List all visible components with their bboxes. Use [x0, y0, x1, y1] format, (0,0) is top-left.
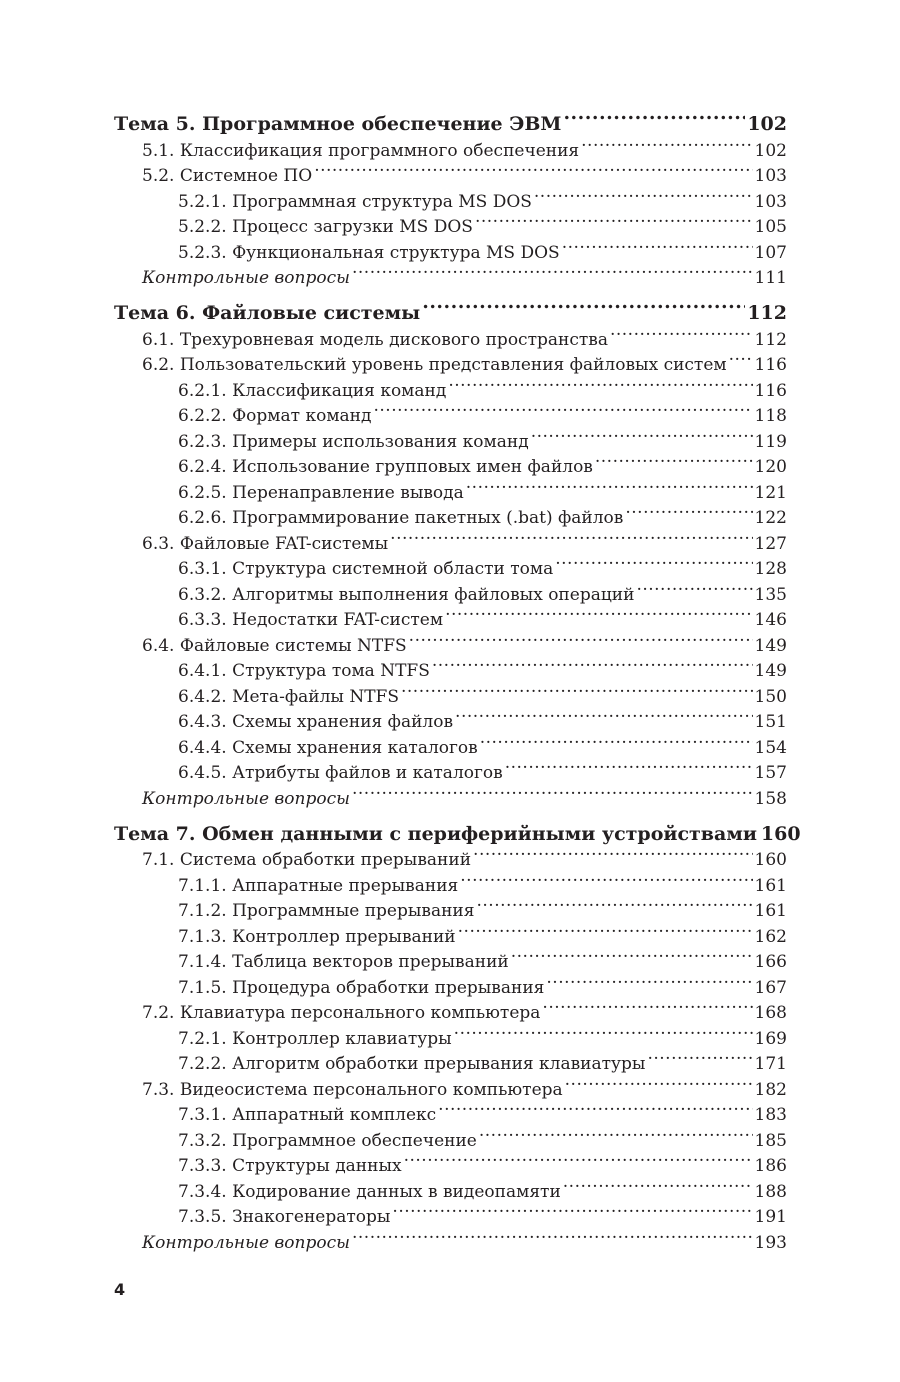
- toc-entry-page: 118: [754, 406, 787, 426]
- toc-entry-page: 149: [754, 661, 787, 681]
- toc-entry-page: 127: [754, 533, 787, 554]
- toc-leader-dots: [352, 778, 753, 804]
- toc-leader-dots: [565, 1069, 753, 1095]
- toc-entry-title: 7.1.1. Аппаратные прерывания: [178, 875, 459, 896]
- toc-leader-dots: [466, 472, 753, 498]
- toc-entry-page: 120: [754, 457, 787, 477]
- toc-entry-page: 146: [754, 610, 787, 630]
- toc-leader-dots: [448, 370, 752, 396]
- toc-leader-dots: [404, 1146, 753, 1172]
- toc-entry-title: 7.3.1. Аппаратный комплекс: [178, 1105, 437, 1125]
- toc-entry-title: 7.1.4. Таблица векторов прерываний: [178, 952, 509, 972]
- toc-entry-page: 160: [754, 850, 787, 870]
- toc-entry-title: 6.3.3. Недостатки FAT-систем: [178, 610, 444, 630]
- toc-entry-title: 5.2. Системное ПО: [142, 166, 313, 186]
- toc-entry-title: 6.4.1. Структура тома NTFS: [178, 661, 430, 681]
- toc-entry-title: Контрольные вопросы: [142, 1232, 350, 1253]
- toc-entry-title: 6.3.2. Алгоритмы выполнения файловых операций: [178, 584, 635, 605]
- toc-leader-dots: [563, 1171, 753, 1197]
- toc-entry-title: 6.1. Трехуровневая модель дискового пространства: [142, 329, 608, 350]
- toc-leader-dots: [511, 942, 753, 968]
- toc-leader-dots: [542, 993, 752, 1019]
- toc-entry-page: 128: [754, 559, 787, 579]
- toc-leader-dots: [390, 523, 752, 549]
- toc-entry-page: 191: [754, 1207, 787, 1227]
- toc-entry-title: 6.2.2. Формат команд: [178, 406, 372, 426]
- toc-leader-dots: [314, 156, 752, 182]
- toc-entry-page: 157: [754, 763, 787, 783]
- toc-entry-title: 6.4.3. Схемы хранения файлов: [178, 712, 454, 732]
- toc-entry-title: 7.2.2. Алгоритм обработки прерывания клавиатуры: [178, 1054, 646, 1074]
- toc-leader-dots: [392, 1197, 752, 1223]
- table-of-contents: [114, 100, 801, 1253]
- toc-entry-page: 193: [754, 1232, 787, 1253]
- page-number: 4: [114, 1280, 126, 1299]
- toc-leader-dots: [422, 289, 745, 319]
- toc-leader-dots: [581, 130, 752, 156]
- toc-entry-title: 7.1. Система обработки прерываний: [142, 850, 472, 870]
- toc-leader-dots: [647, 1044, 752, 1070]
- toc-leader-dots: [534, 181, 753, 207]
- toc-entry-page: 183: [754, 1105, 787, 1125]
- toc-entry-page: 158: [754, 788, 787, 809]
- toc-entry-page: 119: [754, 431, 787, 452]
- toc-entry-title: 7.1.2. Программные прерывания: [178, 901, 475, 921]
- toc-leader-dots: [373, 396, 752, 422]
- toc-leader-dots: [531, 421, 753, 447]
- toc-entry-title: Тема 7. Обмен данными с периферийными устройствами: [114, 822, 757, 845]
- toc-entry-page: 185: [754, 1130, 787, 1151]
- toc-entry-page: 122: [754, 508, 787, 528]
- toc-entry-title: 6.2.4. Использование групповых имен файлов: [178, 457, 593, 477]
- toc-leader-dots: [445, 600, 752, 626]
- toc-entry-title: 5.1. Классификация программного обеспечения: [142, 140, 580, 161]
- toc-entry-page: 150: [754, 686, 787, 707]
- toc-leader-dots: [352, 258, 753, 284]
- toc-entry-page: 169: [754, 1028, 787, 1049]
- toc-entry-page: 116: [754, 380, 787, 401]
- toc-leader-dots: [595, 447, 753, 473]
- toc-entry-page: 103: [754, 166, 787, 186]
- toc-chapter: [114, 810, 801, 845]
- toc-entry-title: 6.3.1. Структура системной области тома: [178, 559, 554, 579]
- toc-entry-title: 6.4.2. Мета-файлы NTFS: [178, 686, 399, 707]
- toc-leader-dots: [505, 753, 753, 779]
- toc-entry-page: 166: [754, 952, 787, 972]
- toc-entry-page: 160: [760, 822, 801, 845]
- toc-entry-page: 107: [754, 242, 787, 263]
- toc-entry-title: 7.3.5. Знакогенераторы: [178, 1207, 391, 1227]
- toc-entry-page: 112: [754, 329, 787, 350]
- toc-leader-dots: [409, 625, 753, 651]
- toc-entry-page: 121: [754, 482, 787, 503]
- toc-entry-title: 7.3.3. Структуры данных: [178, 1156, 402, 1176]
- toc-leader-dots: [563, 100, 745, 130]
- toc-entry-page: 186: [754, 1156, 787, 1176]
- toc-entry-page: 149: [754, 635, 787, 656]
- toc-entry-title: Контрольные вопросы: [142, 268, 350, 288]
- toc-entry-title: 5.2.1. Программная структура MS DOS: [178, 191, 532, 212]
- toc-entry-title: Тема 6. Файловые системы: [114, 302, 421, 324]
- toc-chapter: [114, 100, 787, 135]
- toc-leader-dots: [555, 549, 752, 575]
- toc-entry-page: 171: [754, 1054, 787, 1074]
- toc-entry-title: 6.2.3. Примеры использования команд: [178, 431, 529, 452]
- toc-leader-dots: [460, 865, 752, 891]
- toc-leader-dots: [473, 840, 753, 866]
- toc-entry-page: 102: [754, 140, 787, 161]
- toc-entry-page: 161: [754, 875, 787, 896]
- toc-leader-dots: [454, 1018, 753, 1044]
- toc-entry-title: 7.2. Клавиатура персонального компьютера: [142, 1003, 541, 1023]
- toc-entry-title: 6.2. Пользовательский уровень представления файловых систем: [142, 355, 727, 375]
- toc-entry-page: 188: [754, 1181, 787, 1202]
- toc-leader-dots: [438, 1095, 752, 1121]
- toc-entry-title: 7.2.1. Контроллер клавиатуры: [178, 1028, 452, 1049]
- toc-entry-title: 7.3.2. Программное обеспечение: [178, 1130, 477, 1151]
- toc-chapter: [114, 289, 787, 324]
- toc-entry-title: Тема 5. Программное обеспечение ЭВМ: [114, 113, 562, 135]
- toc-leader-dots: [562, 232, 753, 258]
- toc-leader-dots: [475, 207, 753, 233]
- toc-entry-title: 6.4.5. Атрибуты файлов и каталогов: [178, 763, 503, 783]
- toc-entry-title: 7.1.3. Контроллер прерываний: [178, 926, 456, 947]
- toc-entry-title: 6.2.1. Классификация команд: [178, 380, 447, 401]
- toc-entry-title: 5.2.3. Функциональная структура MS DOS: [178, 242, 560, 263]
- toc-entry-page: 135: [754, 584, 787, 605]
- toc-entry-title: 5.2.2. Процесс загрузки MS DOS: [178, 217, 473, 237]
- toc-leader-dots: [480, 727, 753, 753]
- toc-entry-page: 151: [754, 712, 787, 732]
- toc-entry-page: 112: [747, 302, 787, 324]
- toc-entry-page: 161: [754, 901, 787, 921]
- toc-entry-page: 168: [754, 1003, 787, 1023]
- toc-entry-page: 116: [754, 355, 787, 375]
- toc-leader-dots: [729, 345, 753, 371]
- toc-entry-page: 102: [747, 113, 787, 135]
- toc-entry-title: 7.3. Видеосистема персонального компьютера: [142, 1079, 563, 1100]
- toc-entry-title: 7.3.4. Кодирование данных в видеопамяти: [178, 1181, 561, 1202]
- toc-entry-page: 105: [754, 217, 787, 237]
- toc-entry-page: 167: [754, 977, 787, 998]
- toc-entry-title: Контрольные вопросы: [142, 788, 350, 809]
- toc-leader-dots: [636, 574, 752, 600]
- toc-entry-page: 103: [754, 191, 787, 212]
- toc-leader-dots: [476, 891, 752, 917]
- toc-entry-page: 182: [754, 1079, 787, 1100]
- toc-leader-dots: [610, 319, 753, 345]
- toc-entry-title: 6.4. Файловые системы NTFS: [142, 635, 407, 656]
- toc-entry-title: 6.2.6. Программирование пакетных (.bat) файлов: [178, 508, 624, 528]
- toc-entry-title: 7.1.5. Процедура обработки прерывания: [178, 977, 545, 998]
- toc-entry-page: 111: [754, 268, 787, 288]
- toc-leader-dots: [352, 1222, 753, 1248]
- toc-leader-dots: [401, 676, 753, 702]
- toc-entry-page: 154: [754, 737, 787, 758]
- toc-leader-dots: [458, 916, 753, 942]
- toc-entry-page: 162: [754, 926, 787, 947]
- toc-leader-dots: [455, 702, 753, 728]
- toc-leader-dots: [546, 967, 752, 993]
- toc-entry-title: 6.3. Файловые FAT-системы: [142, 533, 389, 554]
- toc-leader-dots: [625, 498, 752, 524]
- toc-leader-dots: [479, 1120, 753, 1146]
- toc-entry-title: 6.2.5. Перенаправление вывода: [178, 482, 464, 503]
- toc-leader-dots: [432, 651, 753, 677]
- toc-entry-title: 6.4.4. Схемы хранения каталогов: [178, 737, 478, 758]
